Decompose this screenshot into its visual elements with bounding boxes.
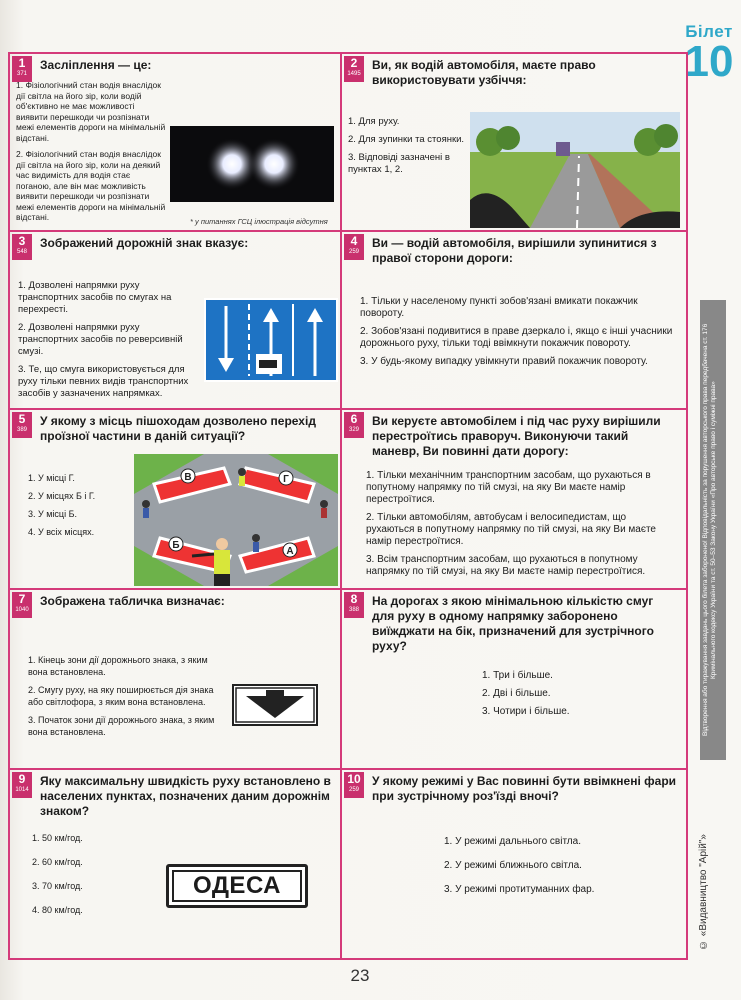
answer-option[interactable]: 3. Всім транспортним засобам, що рухаються в попутному напрямку по тій смузі, на яку Ви маєте намір перестроїтися. xyxy=(366,554,646,577)
answer-option[interactable]: 3. У режимі протитуманних фар. xyxy=(444,884,595,895)
question-card-2 xyxy=(342,54,686,232)
question-title: На дорогах з якою мінімальною кількістю смуг для руху в одному напрямку заборонено виїжджати на бік, призначений для зустрічного руху? xyxy=(372,594,654,653)
question-title: Зображена табличка визначає: xyxy=(40,594,225,608)
answer-list xyxy=(18,280,200,406)
question-title: Ви — водій автомобіля, вирішили зупинитися з правої сторони дороги: xyxy=(372,236,657,265)
answer-list xyxy=(348,116,468,182)
question-card-1 xyxy=(10,54,342,232)
answer-option[interactable]: 1. У місці Г. xyxy=(28,473,75,483)
question-title: Ви, як водій автомобіля, маєте право використовувати узбіччя: xyxy=(372,58,596,87)
ticket-number: 10 xyxy=(684,37,734,86)
answer-list xyxy=(444,836,674,902)
crossing-label-v: В xyxy=(184,472,192,483)
question-card-9 xyxy=(10,770,342,958)
answer-option[interactable]: 3. Те, що смуга використовується для руху тільки певних видів транспортних засобів у зазначених напрямках. xyxy=(18,364,189,399)
answer-option[interactable]: 3. У будь-якому випадку увімкнути правий покажчик повороту. xyxy=(360,356,648,367)
question-title: У якому режимі у Вас повинні бути ввімкнені фари при зустрічному роз'їзді вночі? xyxy=(372,774,677,803)
publisher-copyright: © «Видавництво "Арій"» xyxy=(698,834,709,950)
ticket-header xyxy=(680,22,738,86)
answer-option[interactable]: 3. У місці Б. xyxy=(28,509,77,519)
question-card-6 xyxy=(342,410,686,590)
question-number-badge: 9 1014 xyxy=(12,772,32,798)
question-number-badge: 2 1495 xyxy=(344,56,364,82)
answer-option[interactable]: 3. Відповіді зазначені в пунктах 1, 2. xyxy=(348,152,450,175)
crossing-label-a: А xyxy=(286,546,294,557)
answer-list xyxy=(28,472,138,544)
answer-option[interactable]: 3. Чотири і більше. xyxy=(482,706,570,717)
question-title: Ви керуєте автомобілем і під час руху вирішили перестроїтись праворуч. Виконуючи такий маневр, Ви повинні дати дорогу: xyxy=(372,414,661,458)
answer-option[interactable]: 2. У режимі ближнього світла. xyxy=(444,860,582,871)
answer-list xyxy=(28,654,224,744)
answer-list xyxy=(482,670,662,724)
crossing-label-b: Б xyxy=(172,540,180,551)
answer-option[interactable]: 2. Смугу руху, на яку поширюється дія знака або світлофора, з яким вона встановлена. xyxy=(28,685,214,707)
answer-option[interactable]: 4. 80 км/год. xyxy=(32,905,83,915)
question-card-7 xyxy=(10,590,342,770)
answer-list xyxy=(16,80,166,229)
page-number: 23 xyxy=(350,966,370,985)
question-card-8 xyxy=(342,590,686,770)
answer-option[interactable]: 1. Фізіологічний стан водія внаслідок дії світла на його зір, коли водій об'єктивно не має можливості виявити перешкоди чи розпізнати межі елементів дороги на мінімальній відстані. xyxy=(16,80,166,143)
settlement-name-text: ОДЕСА xyxy=(192,872,282,899)
answer-option[interactable]: 2. Тільки автомобілям, автобусам і велосипедистам, що рухаються в попутному напрямку по тій смузі, на яку Ви маєте намір перестроїтися. xyxy=(366,512,656,547)
question-number-badge: 10 259 xyxy=(344,772,364,798)
answer-option[interactable]: 2. Дві і більше. xyxy=(482,688,551,699)
answer-list xyxy=(32,832,142,922)
question-number-badge: 8 388 xyxy=(344,592,364,618)
answer-option[interactable]: 2. Зобов'язані подивитися в праве дзеркало і, якщо є інші учасники дорожнього руху, тільки тоді ввімкнути покажчик повороту. xyxy=(360,326,673,349)
question-title: Засліплення — це: xyxy=(40,58,152,72)
question-number-badge: 3 548 xyxy=(12,234,32,260)
answer-option[interactable]: 1. 50 км/год. xyxy=(32,833,83,843)
question-card-10 xyxy=(342,770,686,958)
question-number-badge: 7 1040 xyxy=(12,592,32,618)
lane-direction-sign-icon xyxy=(204,298,338,382)
answer-option[interactable]: 2. Дозволені напрямки руху транспортних засобів по реверсивній смузі. xyxy=(18,322,183,357)
questions-grid xyxy=(8,52,688,960)
answer-option[interactable]: 2. Для зупинки та стоянки. xyxy=(348,134,465,145)
question-card-5 xyxy=(10,410,342,590)
answer-option[interactable]: 1. Три і більше. xyxy=(482,670,553,681)
answer-option[interactable]: 2. 60 км/год. xyxy=(32,857,83,867)
answer-option[interactable]: 1. Тільки механічним транспортним засобам, що рухаються в попутному напрямку по тій смузі, на яку Ви маєте намір перестроїтися. xyxy=(366,470,651,505)
road-shoulder-image xyxy=(470,112,680,228)
answer-option[interactable]: 3. Початок зони дії дорожнього знака, з яким вона встановлена. xyxy=(28,715,215,737)
crossing-label-g: Г xyxy=(283,474,289,485)
illustration-note: * у питаннях ГСЦ ілюстрація відсутня xyxy=(190,217,328,226)
answer-list xyxy=(366,470,676,584)
answer-option[interactable]: 1. У режимі дальнього світла. xyxy=(444,836,581,847)
ticket-word: Білет xyxy=(685,22,733,41)
answer-list xyxy=(360,296,678,374)
question-number-badge: 6 329 xyxy=(344,412,364,438)
glare-headlights-image xyxy=(170,126,334,202)
answer-option[interactable]: 3. 70 км/год. xyxy=(32,881,83,891)
intersection-crosswalk-image xyxy=(134,454,338,586)
question-title: У якому з місць пішоходам дозволено перехід проїзної частини в даній ситуації? xyxy=(40,414,316,443)
answer-option[interactable]: 1. Кінець зони дії дорожнього знака, з яким вона встановлена. xyxy=(28,655,208,677)
question-card-4 xyxy=(342,232,686,410)
question-title: Яку максимальну швидкість руху встановлено в населених пунктах, позначених даним дорожнім знаком? xyxy=(40,774,331,818)
question-title: Зображений дорожній знак вказує: xyxy=(40,236,249,250)
answer-option[interactable]: 4. У всіх місцях. xyxy=(28,527,95,537)
answer-option[interactable]: 2. Фізіологічний стан водія внаслідок дії світла на його зір, коли на деякий час видимість для водія стає поганою, але він має можливість виявити перешкоди чи розпізнати межі елементів дороги на мінімальній відстані. xyxy=(16,149,166,222)
question-number-badge: 4 259 xyxy=(344,234,364,260)
question-number-badge: 5 389 xyxy=(12,412,32,438)
question-number-badge: 1 371 xyxy=(12,56,32,82)
down-arrow-plate-icon xyxy=(232,684,318,726)
copyright-sidebar xyxy=(690,300,736,760)
copyright-warning-text: Відтворення або тиражування завдань цього білета заборонено! Відповідальність за порушення авторського права передбачена ст. 176 Кримінального кодексу України та ст. 50–53 Закону України «Про авторське право і суміжні права» xyxy=(700,300,726,760)
answer-option[interactable]: 2. У місцях Б і Г. xyxy=(28,491,96,501)
answer-option[interactable]: 1. Для руху. xyxy=(348,116,400,127)
settlement-name-sign xyxy=(166,864,308,908)
answer-option[interactable]: 1. Дозволені напрямки руху транспортних засобів по смугах на перехресті. xyxy=(18,280,172,315)
question-card-3 xyxy=(10,232,342,410)
answer-option[interactable]: 1. Тільки у населеному пункті зобов'язані вмикати покажчик повороту. xyxy=(360,296,638,319)
